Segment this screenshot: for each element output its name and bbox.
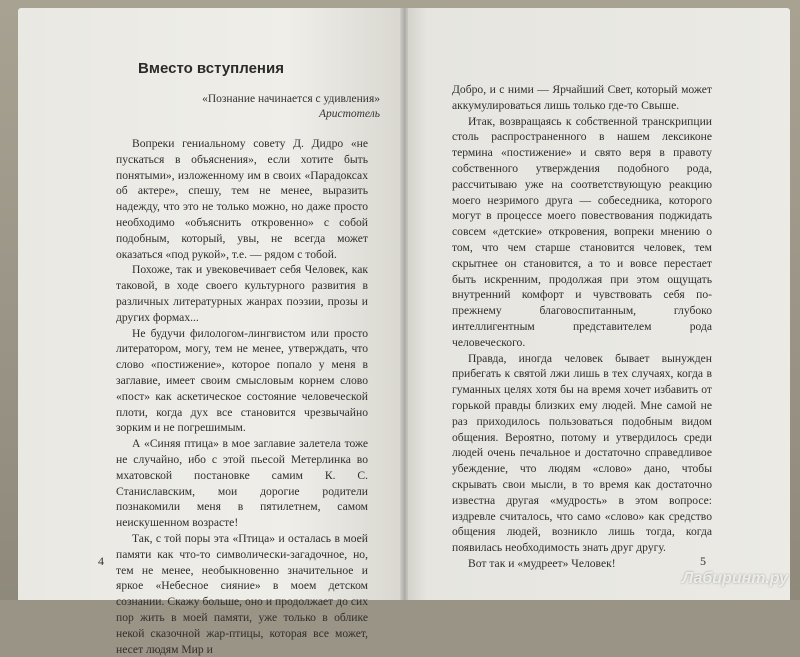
paragraph: Похоже, так и увековечивает себя Человек, как таковой, в ходе своего культурного развития в различных литературных жанрах поэзии, прозы и других формах... bbox=[116, 263, 368, 324]
page-number-left: 4 bbox=[98, 554, 104, 568]
open-book bbox=[18, 8, 790, 656]
paragraph: Вопреки гениальному совету Д. Дидро «не пускаться в объяснения», если хотите быть понятыми», изложенному им в своих «Парадоксах об актере», спешу, тем не менее, выразить надежду, что это не только можно, но даже просто необходимо «объяснить откровенно» с собой подобным, который, увы, не всегда может оказаться «под рукой», т.е. — рядом с тобой. bbox=[116, 137, 368, 261]
right-page-text bbox=[452, 82, 712, 572]
epigraph-author: Аристотель bbox=[318, 108, 380, 120]
epigraph-quote: «Познание начинается с удивления» bbox=[202, 93, 380, 105]
paragraph: Добро, и с ними — Ярчайший Свет, который может аккумулироваться лишь только где-то Свыше. bbox=[452, 83, 712, 112]
paragraph: Правда, иногда человек бывает вынужден прибегать к святой лжи лишь в тех случаях, когда в гуманных целях хотя бы на время хочет избавить от горькой правды близких ему людей. Мне самой не раз приходилось пользоваться подобным видом общения. Вероятно, потому и утвердилось среди людей очень печальное и достаточно справедливое убеждение, что людям «слово» дано, чтобы скрывать свои мысли, в то время как достаточно известна другая «мудрость» в этом вопросе: издревле считалось, что само «слово» как средство общения людей, возникло лишь тогда, когда появилась необходимость знать друг другу. bbox=[452, 351, 712, 555]
page-heading: Вместо вступления bbox=[138, 60, 284, 77]
page-number-right: 5 bbox=[700, 554, 706, 568]
book-spine bbox=[400, 8, 408, 600]
paragraph: Не будучи филологом-лингвистом или просто литератором, могу, тем не менее, утверждать, что слово «постижение», которое попало у меня в заглавие, имеет своим смысловым корнем слово «пост» как аскетическое состояние человеческой плоти, когда дух все становится чрезвычайно зорким и не погрешимым. bbox=[116, 326, 368, 435]
paragraph: А «Синяя птица» в мое заглавие залетела тоже не случайно, ибо с этой пьесой Метерлинка во мхатовской постановке самим К. С. Станиславским, мои дорогие родители познакомили меня в пятилетнем, самом неискушенном возрасте! bbox=[116, 437, 368, 530]
paragraph: Итак, возвращаясь к собственной транскрипции столь распространенного в нашем лексиконе термина «постижение» и свято веря в правоту собственного утверждения подобного рода, рассчитываю уже на соответствующую реакцию моего незримого друга — собеседника, которого могут в процессе моего повествования поджидать совсем «детские» откровения, вопреки мнению о том, что чем старше становится человек, тем скрытнее он становится, а то и вовсе перестает быть искренним, продолжая при этом ощущать внутренний комфорт и чувствовать себя по-прежнему благовоспитанным, глубоко интеллигентным представителем рода человеческого. bbox=[452, 114, 712, 349]
epigraph bbox=[202, 92, 380, 122]
paragraph: Вот так и «мудреет» Человек! bbox=[468, 556, 616, 570]
right-page bbox=[404, 8, 790, 600]
paragraph: Так, с той поры эта «Птица» и осталась в моей памяти как что-то символически-загадочное, но, тем не менее, необыкновенно значительное и яркое «Небесное сияние» в моем детском сознании. Скажу больше, оно и продолжает до сих пор жить в моей памяти, уже только в облике некой сказочной жар-птицы, которая все может, несет людям Мир и bbox=[116, 531, 368, 656]
watermark-logo: Лабиринт.ру bbox=[682, 570, 788, 587]
left-page-text bbox=[116, 136, 368, 657]
left-page bbox=[18, 8, 404, 656]
